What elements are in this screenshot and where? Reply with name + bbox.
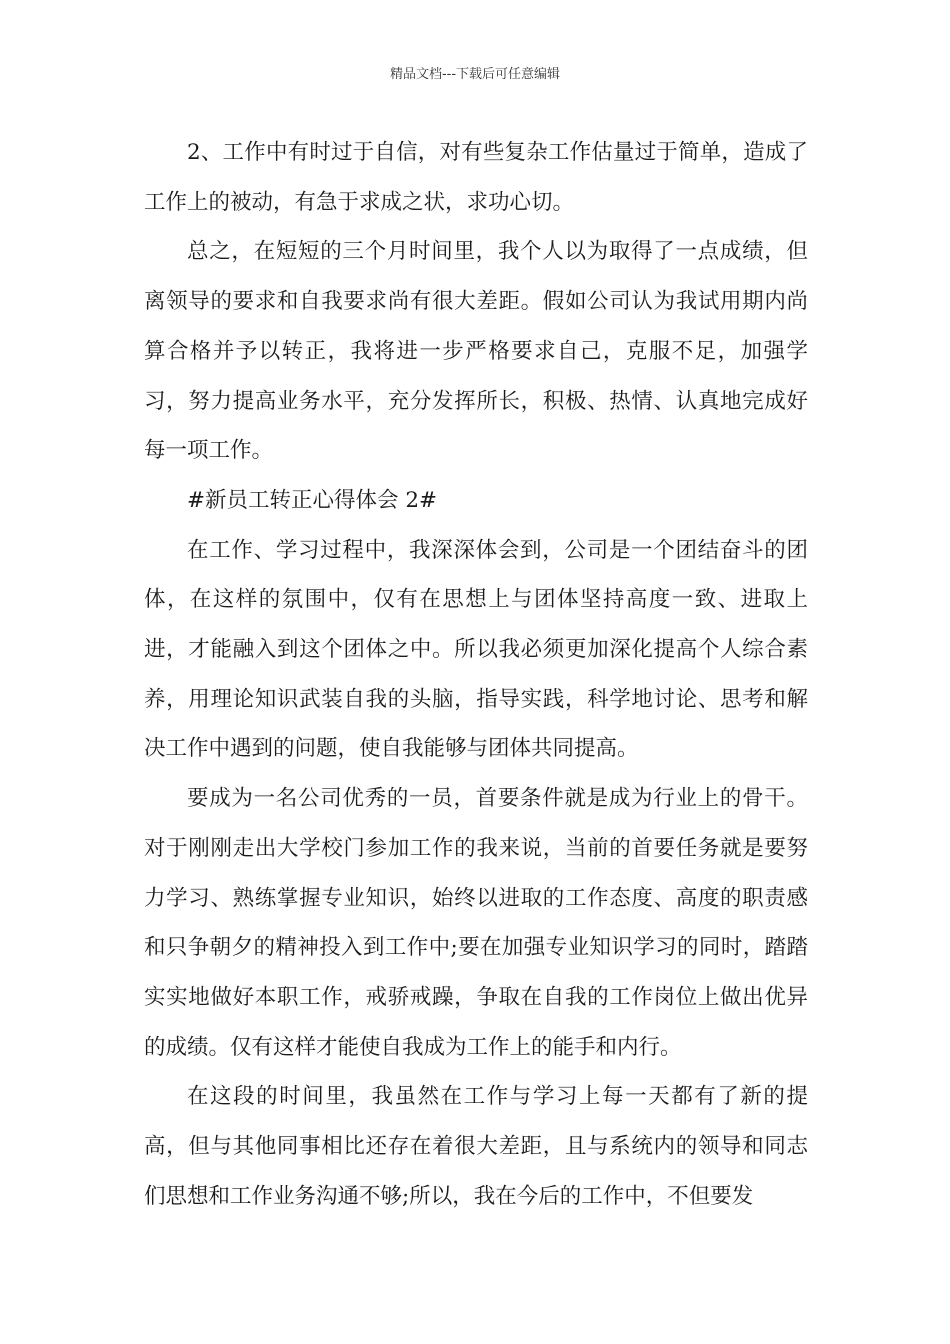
paragraph-summary: 总之，在短短的三个月时间里，我个人以为取得了一点成绩，但离领导的要求和自我要求尚有很大差距。假如公司认为我试用期内尚算合格并予以转正，我将进一步严格要求自己，克服不足，加强学习，努力提高业务水平，充分发挥所长，积极、热情、认真地完成好每一项工作。 [144,239,808,464]
paragraph-team: 在工作、学习过程中，我深深体会到，公司是一个团结奋斗的团体，在这样的氛围中，仅有在思想上与团体坚持高度一致、进取上进，才能融入到这个团体之中。所以我必须更加深化提高个人综合素养，用理论知识武装自我的头脑，指导实践，科学地讨论、思考和解决工作中遇到的问题，使自我能够与团体共同提高。 [144,537,808,762]
paragraph-improvement: 在这段的时间里，我虽然在工作与学习上每一天都有了新的提高，但与其他同事相比还存在着很大差距，且与系统内的领导和同志们思想和工作业务沟通不够;所以，我在今后的工作中，不但要发 [144,1084,808,1209]
paragraph-self-confidence: 2、工作中有时过于自信，对有些复杂工作估量过于简单，造成了工作上的被动，有急于求成之状，求功心切。 [144,140,808,215]
document-body [144,128,808,1221]
section-heading: #新员工转正心得体会 2# [187,487,438,513]
paragraph-backbone: 要成为一名公司优秀的一员，首要条件就是成为行业上的骨干。对于刚刚走出大学校门参加工作的我来说，当前的首要任务就是要努力学习、熟练掌握专业知识，始终以进取的工作态度、高度的职责感和只争朝夕的精神投入到工作中;要在加强专业知识学习的同时，踏踏实实地做好本职工作，戒骄戒躁，争取在自我的工作岗位上做出优异的成绩。仅有这样才能使自我成为工作上的能手和内行。 [144,786,808,1060]
page-header: 精品文档---下载后可任意编辑 [389,67,561,82]
